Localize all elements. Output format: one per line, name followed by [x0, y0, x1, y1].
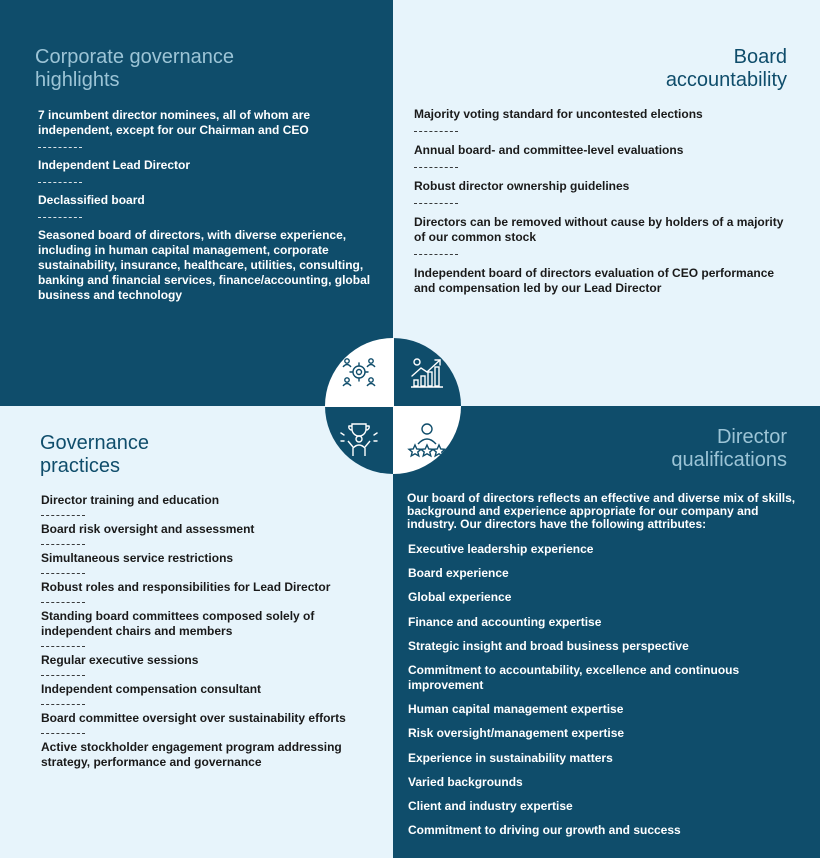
director-qualifications-intro: Our board of directors reflects an effective and diverse mix of skills, background and experience appropriate for our company and industry. Our directors have the following attributes:	[407, 491, 796, 531]
corporate-governance-title: Corporate governance highlights	[35, 46, 235, 91]
list-item: Robust roles and responsibilities for Lead Director	[41, 580, 361, 603]
corporate-governance-list	[38, 108, 383, 303]
list-item: Annual board- and committee-level evaluations	[414, 143, 794, 168]
list-item: Seasoned board of directors, with diverse experience, including in human capital management, corporate sustainability, insurance, healthcare, utilities, consulting, banking and financial services, finance/accounting, global business and technology	[38, 228, 371, 302]
list-item: Independent board of directors evaluation of CEO performance and compensation led by our Lead Director	[414, 266, 775, 295]
list-item: Director training and education	[41, 493, 361, 516]
list-item: Standing board committees composed solely of independent chairs and members	[41, 609, 361, 647]
leader-trophy-icon	[325, 406, 393, 474]
director-qualifications-title: Director qualifications	[671, 426, 787, 471]
list-item: Strategic insight and broad business perspective	[408, 638, 689, 653]
list-item: Varied backgrounds	[408, 774, 523, 789]
director-qualifications-list	[408, 542, 808, 847]
person-stars-icon	[393, 406, 461, 474]
list-item: Simultaneous service restrictions	[41, 551, 361, 574]
list-item: Independent compensation consultant	[41, 682, 361, 705]
list-item: Robust director ownership guidelines	[414, 179, 794, 204]
board-accountability-list	[414, 107, 794, 296]
list-item: Human capital management expertise	[408, 702, 624, 717]
list-item: 7 incumbent director nominees, all of whom are independent, except for our Chairman and CEO	[38, 108, 383, 148]
center-icon-circle	[325, 338, 461, 474]
list-item: Board experience	[408, 566, 509, 581]
list-item: Regular executive sessions	[41, 653, 361, 676]
governance-practices-title: Governance practices	[40, 432, 149, 477]
growth-chart-icon	[393, 338, 461, 406]
list-item: Experience in sustainability matters	[408, 750, 613, 765]
list-item: Commitment to driving our growth and success	[408, 823, 681, 838]
list-item: Active stockholder engagement program addressing strategy, performance and governance	[41, 740, 342, 769]
board-accountability-title: Board accountability	[665, 46, 787, 91]
list-item: Global experience	[408, 590, 512, 605]
governance-practices-list	[41, 493, 361, 770]
list-item: Finance and accounting expertise	[408, 614, 602, 629]
gears-people-icon	[325, 338, 393, 406]
list-item: Board risk oversight and assessment	[41, 522, 361, 545]
list-item: Board committee oversight over sustainability efforts	[41, 711, 361, 734]
list-item: Executive leadership experience	[408, 542, 594, 556]
list-item: Independent Lead Director	[38, 158, 383, 183]
list-item: Risk oversight/management expertise	[408, 726, 625, 741]
list-item: Majority voting standard for uncontested elections	[414, 107, 794, 132]
list-item: Declassified board	[38, 193, 383, 218]
list-item: Directors can be removed without cause by holders of a majority of our common stock	[414, 215, 794, 255]
center-divider-horizontal	[325, 406, 461, 407]
list-item: Commitment to accountability, excellence and continuous improvement	[408, 662, 740, 692]
list-item: Client and industry expertise	[408, 798, 573, 813]
